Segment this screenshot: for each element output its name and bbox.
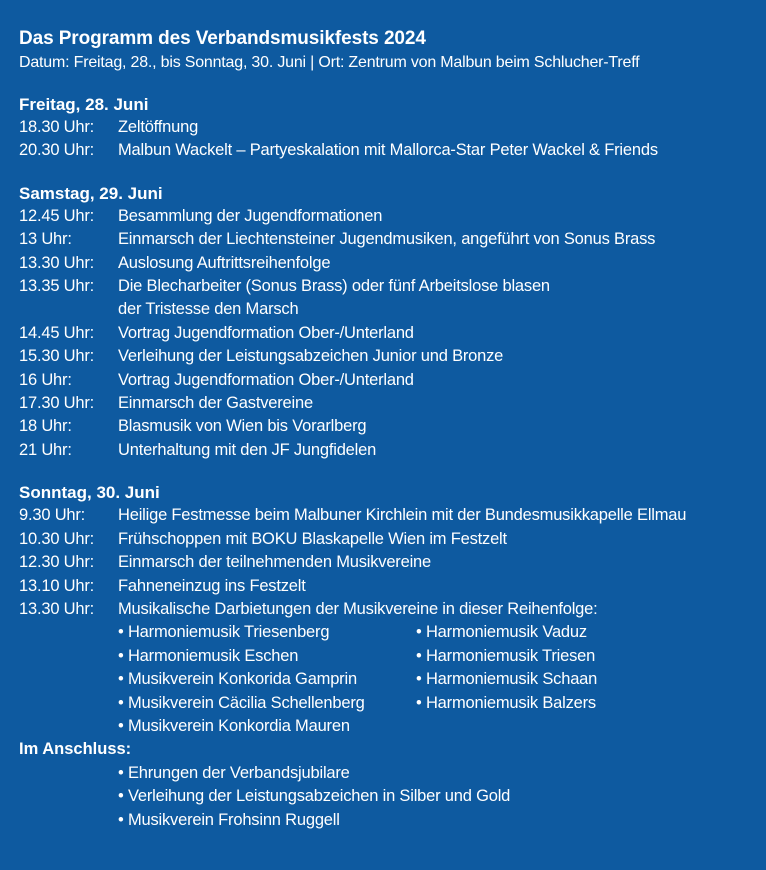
event-time: 17.30 Uhr:: [19, 394, 95, 413]
event-row: [19, 392, 766, 415]
event-desc: Einmarsch der teilnehmenden Musikvereine: [118, 553, 431, 572]
event-time: 13 Uhr:: [19, 230, 72, 249]
event-desc: Heilige Festmesse beim Malbuner Kirchlein mit der Bundesmusikkapelle Ellmau: [118, 506, 687, 525]
event-desc: Verleihung der Leistungsabzeichen Junior und Bronze: [118, 347, 504, 366]
event-row: [19, 504, 766, 527]
page-title: Das Programm des Verbandsmusikfests 2024: [19, 28, 426, 49]
event-time: 12.45 Uhr:: [19, 206, 95, 225]
event-desc: Malbun Wackelt – Partyeskalation mit Mallorca-Star Peter Wackel & Friends: [118, 141, 658, 160]
event-row: [19, 252, 766, 275]
event-row: [19, 575, 766, 598]
event-time: 12.30 Uhr:: [19, 553, 95, 572]
event-row: [19, 369, 766, 392]
event-desc: Musikalische Darbietungen der Musikvereine in dieser Reihenfolge:: [118, 599, 598, 618]
order-item: • Harmoniemusik Triesenberg: [118, 623, 330, 642]
event-desc: Die Blecharbeiter (Sonus Brass) oder fünf Arbeitslose blasen: [118, 277, 550, 296]
order-item-empty: [416, 715, 766, 738]
order-item: • Musikverein Konkorida Gamprin: [118, 670, 357, 689]
event-meta: Datum: Freitag, 28., bis Sonntag, 30. Juni | Ort: Zentrum von Malbun beim Schlucher-Treff: [19, 54, 640, 71]
day-heading: Samstag, 29. Juni: [19, 183, 163, 203]
order-item: • Harmoniemusik Eschen: [118, 646, 299, 665]
order-item: • Musikverein Konkordia Mauren: [118, 716, 350, 735]
event-time: 15.30 Uhr:: [19, 347, 95, 366]
event-desc: Unterhaltung mit den JF Jungfidelen: [118, 440, 377, 459]
event-time: 13.30 Uhr:: [19, 599, 95, 618]
after-heading: Im Anschluss:: [19, 740, 132, 759]
order-item: • Musikverein Cäcilia Schellenberg: [118, 693, 365, 712]
event-time: 21 Uhr:: [19, 440, 72, 459]
event-time: 10.30 Uhr:: [19, 529, 95, 548]
event-row: [19, 228, 766, 251]
performance-order: [19, 621, 766, 738]
event-row: [19, 528, 766, 551]
event-row: [19, 551, 766, 574]
event-row: [19, 439, 766, 462]
event-row: [19, 415, 766, 438]
event-time: 16 Uhr:: [19, 370, 72, 389]
event-time: 20.30 Uhr:: [19, 141, 95, 160]
event-desc-continued: der Tristesse den Marsch: [118, 300, 299, 319]
day-sunday: [19, 481, 766, 832]
day-heading: Sonntag, 30. Juni: [19, 483, 160, 503]
event-time: 14.45 Uhr:: [19, 323, 95, 342]
event-time: 13.30 Uhr:: [19, 253, 95, 272]
event-time: 18.30 Uhr:: [19, 118, 95, 136]
event-desc: Frühschoppen mit BOKU Blaskapelle Wien im Festzelt: [118, 529, 507, 548]
day-friday: [19, 93, 766, 163]
event-desc: Auslosung Auftrittsreihenfolge: [118, 253, 331, 272]
order-item: • Harmoniemusik Balzers: [416, 693, 596, 712]
event-time: 18 Uhr:: [19, 417, 72, 436]
event-desc: Vortrag Jugendformation Ober-/Unterland: [118, 370, 414, 389]
event-desc: Einmarsch der Liechtensteiner Jugendmusiken, angeführt von Sonus Brass: [118, 230, 656, 249]
event-row: [19, 322, 766, 345]
event-row: [19, 275, 766, 298]
event-desc: Besammlung der Jugendformationen: [118, 206, 383, 225]
event-time: 9.30 Uhr:: [19, 506, 86, 525]
after-list: [19, 762, 766, 832]
event-row: [19, 139, 766, 162]
event-desc: Einmarsch der Gastvereine: [118, 394, 313, 413]
event-row-continuation: [19, 298, 766, 321]
event-desc: Fahneneinzug ins Festzelt: [118, 576, 306, 595]
after-item: • Musikverein Frohsinn Ruggell: [118, 810, 340, 829]
event-time: 13.10 Uhr:: [19, 576, 95, 595]
event-row: [19, 345, 766, 368]
event-time: 13.35 Uhr:: [19, 277, 95, 296]
after-item: • Ehrungen der Verbandsjubilare: [118, 763, 350, 782]
order-item: • Harmoniemusik Vaduz: [416, 623, 587, 642]
day-heading: Freitag, 28. Juni: [19, 95, 149, 114]
order-item: • Harmoniemusik Triesen: [416, 646, 596, 665]
event-row: [19, 116, 766, 139]
after-item: • Verleihung der Leistungsabzeichen in Silber und Gold: [118, 787, 511, 806]
order-item: • Harmoniemusik Schaan: [416, 670, 598, 689]
performance-order-grid: [118, 621, 766, 738]
event-row: [19, 205, 766, 228]
event-desc: Zeltöffnung: [118, 118, 199, 136]
day-saturday: [19, 182, 766, 462]
event-desc: Vortrag Jugendformation Ober-/Unterland: [118, 323, 414, 342]
event-desc: Blasmusik von Wien bis Vorarlberg: [118, 417, 367, 436]
event-time-spacer: [19, 298, 118, 321]
event-row: [19, 598, 766, 621]
